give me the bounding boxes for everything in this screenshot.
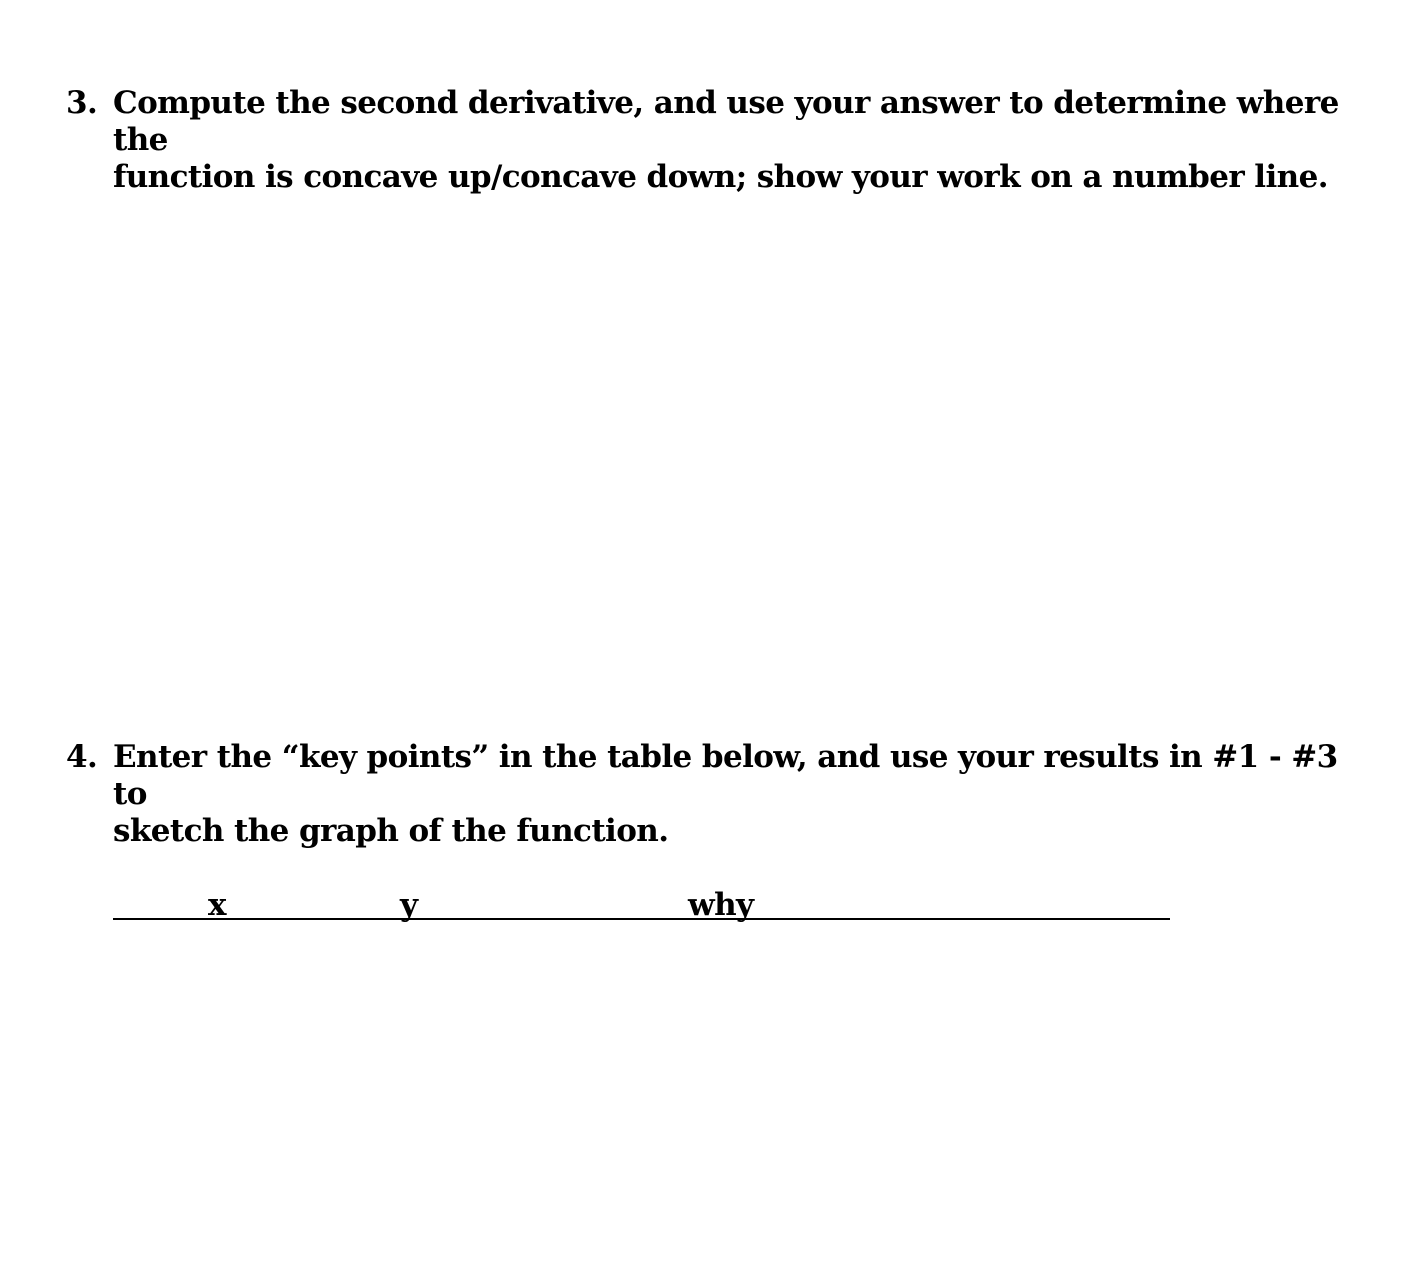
column-header-x: x (208, 887, 226, 923)
column-header-why: why (688, 887, 754, 923)
column-header-y: y (400, 887, 418, 923)
question-number: 3. (66, 85, 98, 121)
question-3 (66, 85, 1346, 196)
question-4 (66, 739, 1346, 850)
question-number: 4. (66, 739, 98, 775)
question-text: Enter the “key points” in the table below, and use your results in #1 - #3 to sketch the graph of the function. (113, 739, 1338, 849)
question-text: Compute the second derivative, and use your answer to determine where the function is concave up/concave down; show your work on a number line. (113, 85, 1339, 195)
key-points-table-header (113, 880, 1170, 923)
